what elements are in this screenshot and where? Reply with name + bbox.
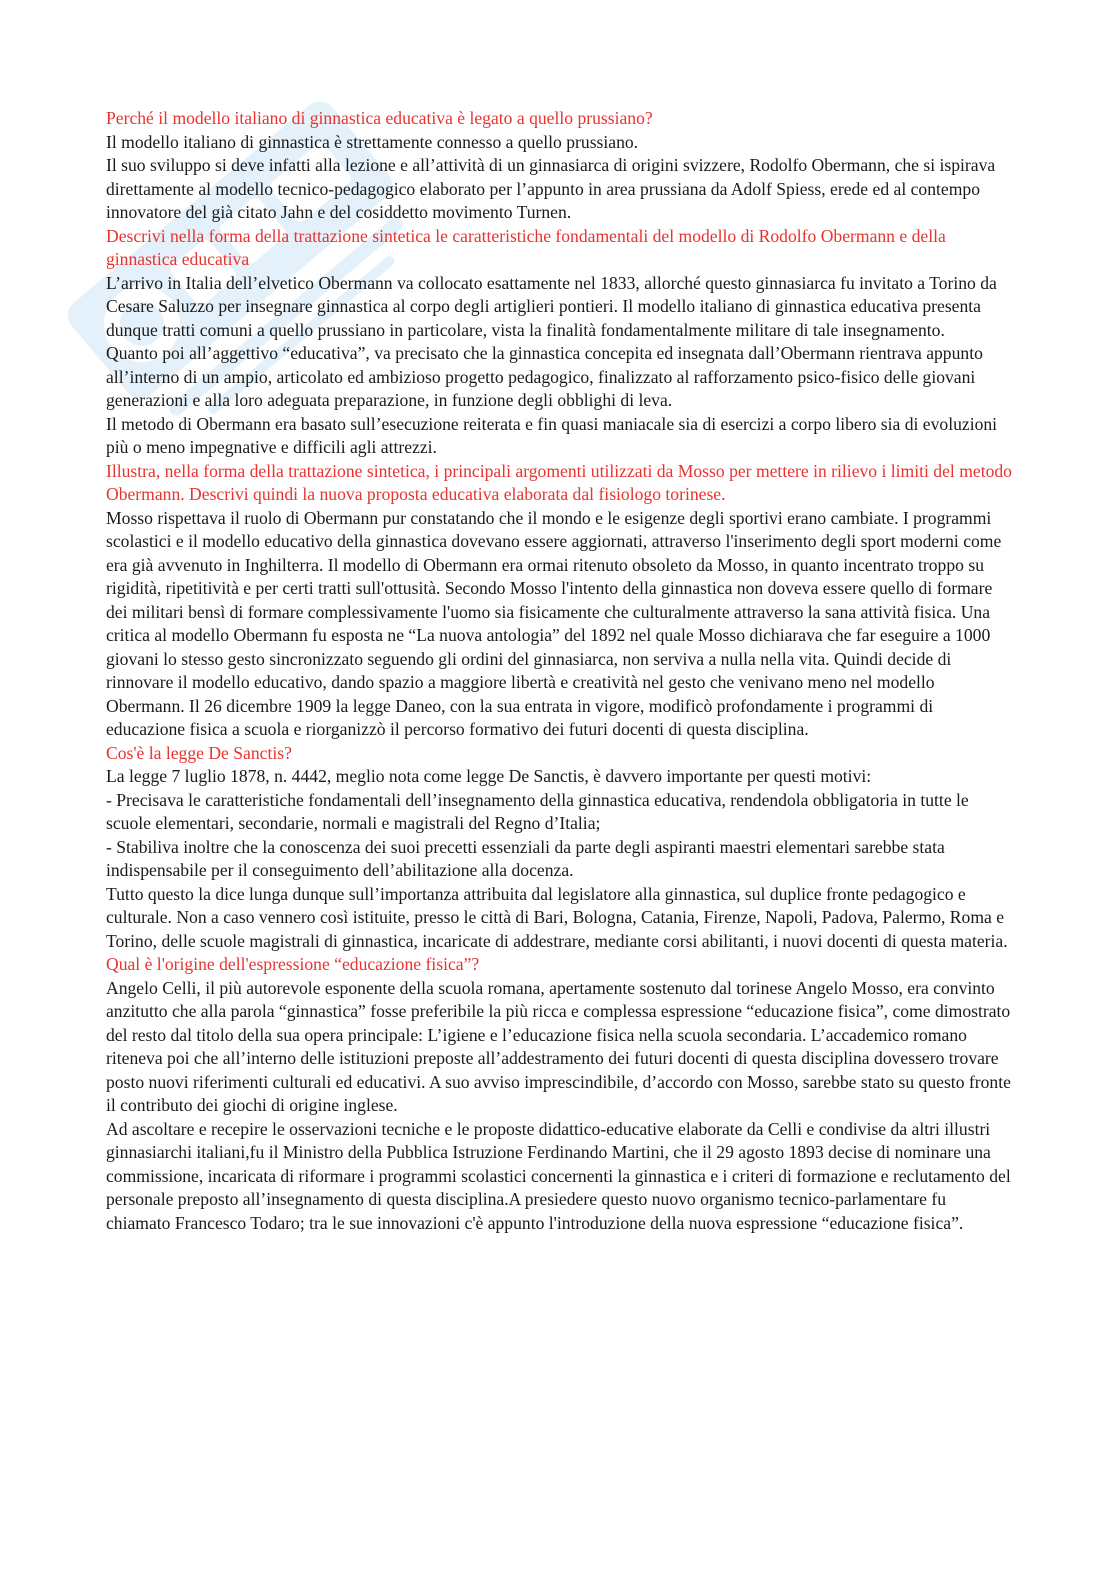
document-body	[106, 107, 1014, 1235]
question-heading: Illustra, nella forma della trattazione sintetica, i principali argomenti utilizzati da Mosso per mettere in rilievo i limiti del metodo Obermann. Descrivi quindi la nuova proposta educativa elaborata dal fisiologo torinese.	[106, 460, 1012, 504]
paragraph: Quanto poi all’aggettivo “educativa”, va precisato che la ginnastica concepita ed insegnata dall’Obermann rientrava appunto all’interno di un ampio, articolato ed ambizioso progetto pedagogico, finalizzato al rafforzamento psico-fisico delle giovani generazioni e alla loro adeguata preparazione, in funzione degli obblighi di leva.	[106, 343, 983, 410]
paragraph: Mosso rispettava il ruolo di Obermann pur constatando che il mondo e le esigenze degli sportivi erano cambiate. I programmi scolastici e il modello educativo della ginnastica dovevano essere aggiornati, attraverso l'inserimento degli sport moderni come era già avvenuto in Inghilterra. Il modello di Obermann era ormai ritenuto obsoleto da Mosso, in quanto incentrato troppo su rigidità, ripetitività e per certi tratti sull'ottusità. Secondo Mosso l'intento della ginnastica non doveva essere quello di formare dei militari bensì di formare complessivamente l'uomo sia fisicamente che culturalmente attraverso la sana attività fisica. Una critica al modello Obermann fu esposta ne “La nuova antologia” del 1892 nel quale Mosso dichiarava che far eseguire a 1000 giovani lo stesso gesto sincronizzato seguendo gli ordini del ginnasiarca, non serviva a nulla nella vita. Quindi decide di rinnovare il modello educativo, dando spazio a maggiore libertà e creatività nel gesto che venivano meno nel modello Obermann. Il 26 dicembre 1909 la legge Daneo, con la sua entrata in vigore, modificò profondamente i programmi di educazione fisica a scuola e riorganizzò il percorso formativo dei futuri docenti di questa disciplina.	[106, 507, 1002, 739]
question-heading: Cos'è la legge De Sanctis?	[106, 742, 292, 763]
section-1	[106, 107, 1014, 225]
section-3	[106, 460, 1014, 742]
bullet-paragraph: - Precisava le caratteristiche fondamentali dell’insegnamento della ginnastica educativa, rendendola obbligatoria in tutte le scuole elementari, secondarie, normali e magistrali del Regno d’Italia;	[106, 789, 969, 833]
question-heading: Perché il modello italiano di ginnastica educativa è legato a quello prussiano?	[106, 108, 653, 128]
question-heading: Descrivi nella forma della trattazione sintetica le caratteristiche fondamentali del modello di Rodolfo Obermann e della ginnastica educativa	[106, 225, 946, 269]
section-2	[106, 225, 1014, 460]
paragraph: Il metodo di Obermann era basato sull’esecuzione reiterata e fin quasi maniacale sia di esercizi a corpo libero sia di evoluzioni più o meno impegnative e difficili agli attrezzi.	[106, 413, 998, 457]
paragraph: Tutto questo la dice lunga dunque sull’importanza attribuita dal legislatore alla ginnastica, sul duplice fronte pedagogico e culturale. Non a caso vennero così istituite, presso le città di Bari, Bologna, Catania, Firenze, Napoli, Padova, Palermo, Roma e Torino, delle scuole magistrali di ginnastica, incaricate di addestrare, mediante corsi abilitanti, i nuovi docenti di questa materia.	[106, 883, 1008, 951]
paragraph: Il modello italiano di ginnastica è strettamente connesso a quello prussiano.	[106, 131, 639, 152]
bullet-paragraph: - Stabiliva inoltre che la conoscenza dei suoi precetti essenziali da parte degli aspiranti maestri elementari sarebbe stata indispensabile per il conseguimento dell’abilitazione alla docenza.	[106, 836, 945, 880]
section-5	[106, 953, 1014, 1235]
paragraph: La legge 7 luglio 1878, n. 4442, meglio nota come legge De Sanctis, è davvero importante per questi motivi:	[106, 766, 872, 786]
question-heading: Qual è l'origine dell'espressione “educazione fisica”?	[106, 954, 480, 974]
paragraph: Il suo sviluppo si deve infatti alla lezione e all’attività di un ginnasiarca di origini svizzere, Rodolfo Obermann, che si ispirava direttamente al modello tecnico-pedagogico elaborato per l’appunto in area prussiana da Adolf Spiess, erede ed al contempo innovatore del già citato Jahn e del cosiddetto movimento Turnen.	[106, 155, 996, 222]
paragraph: Angelo Celli, il più autorevole esponente della scuola romana, apertamente sostenuto dal torinese Angelo Mosso, era convinto anzitutto che alla parola “ginnastica” fosse preferibile la più ricca e complessa espressione “educazione fisica”, come dimostrato del resto dal titolo della sua opera principale: L’igiene e l’educazione fisica nella scuola secondaria. L’accademico romano riteneva poi che all’interno delle istituzioni preposte all’addestramento dei futuri docenti di questa disciplina dovessero trovare posto nuovi riferimenti culturali ed educativi. A suo avviso imprescindibile, d’accordo con Mosso, sarebbe stato su questo fronte il contributo dei giochi di origine inglese.	[106, 977, 1011, 1115]
paragraph: L’arrivo in Italia dell’elvetico Obermann va collocato esattamente nel 1833, allorché questo ginnasiarca fu invitato a Torino da Cesare Saluzzo per insegnare ginnastica al corpo degli artiglieri pontieri. Il modello italiano di ginnastica educativa presenta dunque tratti comuni a quello prussiano in particolare, vista la finalità fondamentalmente militare di tale insegnamento.	[106, 272, 997, 340]
section-4	[106, 742, 1014, 954]
paragraph: Ad ascoltare e recepire le osservazioni tecniche e le proposte didattico-educative elaborate da Celli e condivise da altri illustri ginnasiarchi italiani,fu il Ministro della Pubblica Istruzione Ferdinando Martini, che il 29 agosto 1893 decise di nominare una commissione, incaricata di riformare i programmi scolastici concernenti la ginnastica e i criteri di formazione e reclutamento del personale preposto all’insegnamento di questa disciplina.A presiedere questo nuovo organismo tecnico-parlamentare fu chiamato Francesco Todaro; tra le sue innovazioni c'è appunto l'introduzione della nuova espressione “educazione fisica”.	[106, 1118, 1011, 1233]
